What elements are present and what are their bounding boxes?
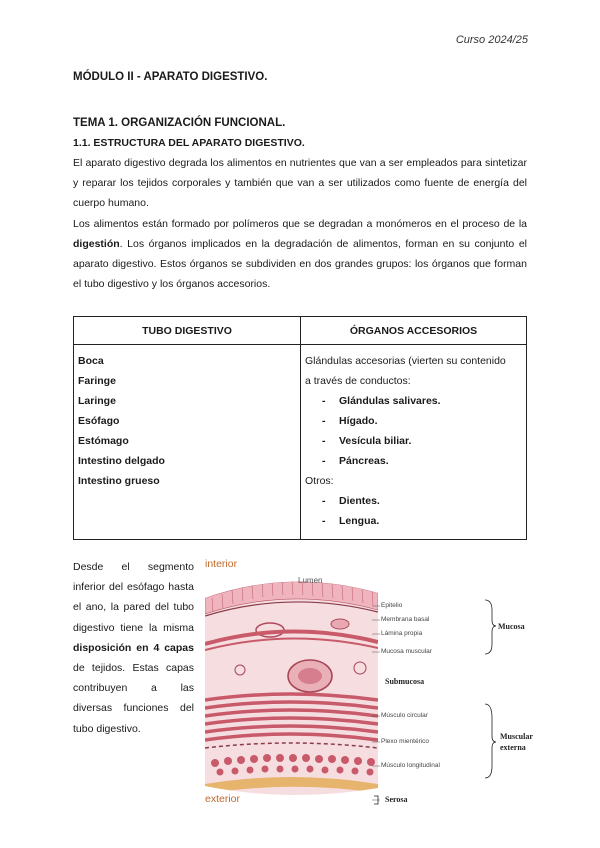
table-body-row xyxy=(74,345,527,540)
list-item xyxy=(305,491,522,511)
layer-epitelio-label: Epitelio xyxy=(381,602,403,609)
list-item: Laringe xyxy=(78,395,116,407)
list-item xyxy=(305,391,522,411)
list-item xyxy=(305,511,522,531)
lumen-label: Lumen xyxy=(298,576,323,585)
interior-label: interior xyxy=(205,558,238,570)
tubo-cell xyxy=(74,345,301,540)
digestion-term: digestión xyxy=(73,238,120,250)
paragraph-intro: El aparato digestivo degrada los alimentos en nutrientes que van a ser empleados para sintetizar y reparar los tejidos corporales y también que van a ser utilizados como fuente de energía del cuerpo humano. xyxy=(73,157,527,209)
list-item: Faringe xyxy=(78,375,116,387)
group-serosa-label: Serosa xyxy=(385,795,408,804)
topic-title: TEMA 1. ORGANIZACIÓN FUNCIONAL. xyxy=(73,117,286,129)
gut-wall-figure xyxy=(200,558,560,808)
layer-circular-label: Músculo circular xyxy=(381,712,428,719)
side-paragraph-part2: de tejidos. Estas capas contribuyen a las diversas funciones del tubo digestivo. xyxy=(73,662,194,735)
col-header-tubo: TUBO DIGESTIVO xyxy=(74,317,301,345)
gut-wall-illustration xyxy=(200,558,560,808)
group-submucosa-label: Submucosa xyxy=(385,677,425,686)
list-item xyxy=(305,411,522,431)
group-muscular-label: Muscular xyxy=(500,732,533,741)
paragraph-digestion-part1: Los alimentos están formado por polímeros que se degradan a monómeros en el proceso de la xyxy=(73,218,527,230)
list-item-label: Páncreas. xyxy=(339,455,389,467)
table-header-row xyxy=(74,317,527,345)
paragraph-digestion-part2: . Los órganos implicados en la degradación de alimentos, forman en su conjunto el aparato digestivo. Estos órganos se subdividen en dos grandes grupos: los órganos que forman el tubo digestivo y los órganos accesorios. xyxy=(73,238,527,290)
list-item: Boca xyxy=(78,355,104,367)
group-externa-label: externa xyxy=(500,743,526,752)
layer-plexo-label: Plexo mientérico xyxy=(381,738,430,745)
layer-mucosa-muscular-label: Mucosa muscular xyxy=(381,648,432,655)
otros-label: Otros: xyxy=(305,475,334,487)
side-paragraph xyxy=(73,557,194,739)
group-mucosa-label: Mucosa xyxy=(498,622,525,631)
list-item: Estómago xyxy=(78,435,129,447)
dash-bullet: - xyxy=(322,495,326,507)
side-paragraph-part1: Desde el segmento inferior del esófago hasta el ano, la pared del tubo digestivo tiene la misma xyxy=(73,561,194,634)
list-item: Intestino delgado xyxy=(78,455,165,467)
dash-bullet: - xyxy=(322,435,326,447)
module-title: MÓDULO II - APARATO DIGESTIVO. xyxy=(73,71,268,83)
accesorios-cell xyxy=(301,345,527,540)
list-item-label: Vesícula biliar. xyxy=(339,435,412,447)
layer-membrana-label: Membrana basal xyxy=(381,616,430,623)
course-header: Curso 2024/25 xyxy=(455,34,528,46)
list-item: Intestino grueso xyxy=(78,475,160,487)
dash-bullet: - xyxy=(322,515,326,527)
paragraph-digestion xyxy=(73,214,527,294)
side-paragraph-bold: disposición en 4 capas xyxy=(73,641,194,654)
layer-lamina-label: Lámina propia xyxy=(381,630,423,637)
col-header-accesorios: ÓRGANOS ACCESORIOS xyxy=(301,317,527,345)
glandulas-intro-cont: a través de conductos: xyxy=(305,375,411,387)
list-item-label: Dientes. xyxy=(339,495,380,507)
section-title: 1.1. ESTRUCTURA DEL APARATO DIGESTIVO. xyxy=(73,137,305,149)
layer-longitudinal-label: Músculo longitudinal xyxy=(381,762,440,769)
list-item-label: Lengua. xyxy=(339,515,380,527)
exterior-label: exterior xyxy=(205,793,241,805)
list-item: Esófago xyxy=(78,415,120,427)
organs-table xyxy=(73,316,527,540)
dash-bullet: - xyxy=(322,395,326,407)
dash-bullet: - xyxy=(322,415,326,427)
glandulas-intro: Glándulas accesorias (vierten su contenido xyxy=(305,355,506,367)
list-item xyxy=(305,451,522,471)
list-item-label: Hígado. xyxy=(339,415,378,427)
list-item xyxy=(305,431,522,451)
dash-bullet: - xyxy=(322,455,326,467)
list-item-label: Glándulas salivares. xyxy=(339,395,441,407)
